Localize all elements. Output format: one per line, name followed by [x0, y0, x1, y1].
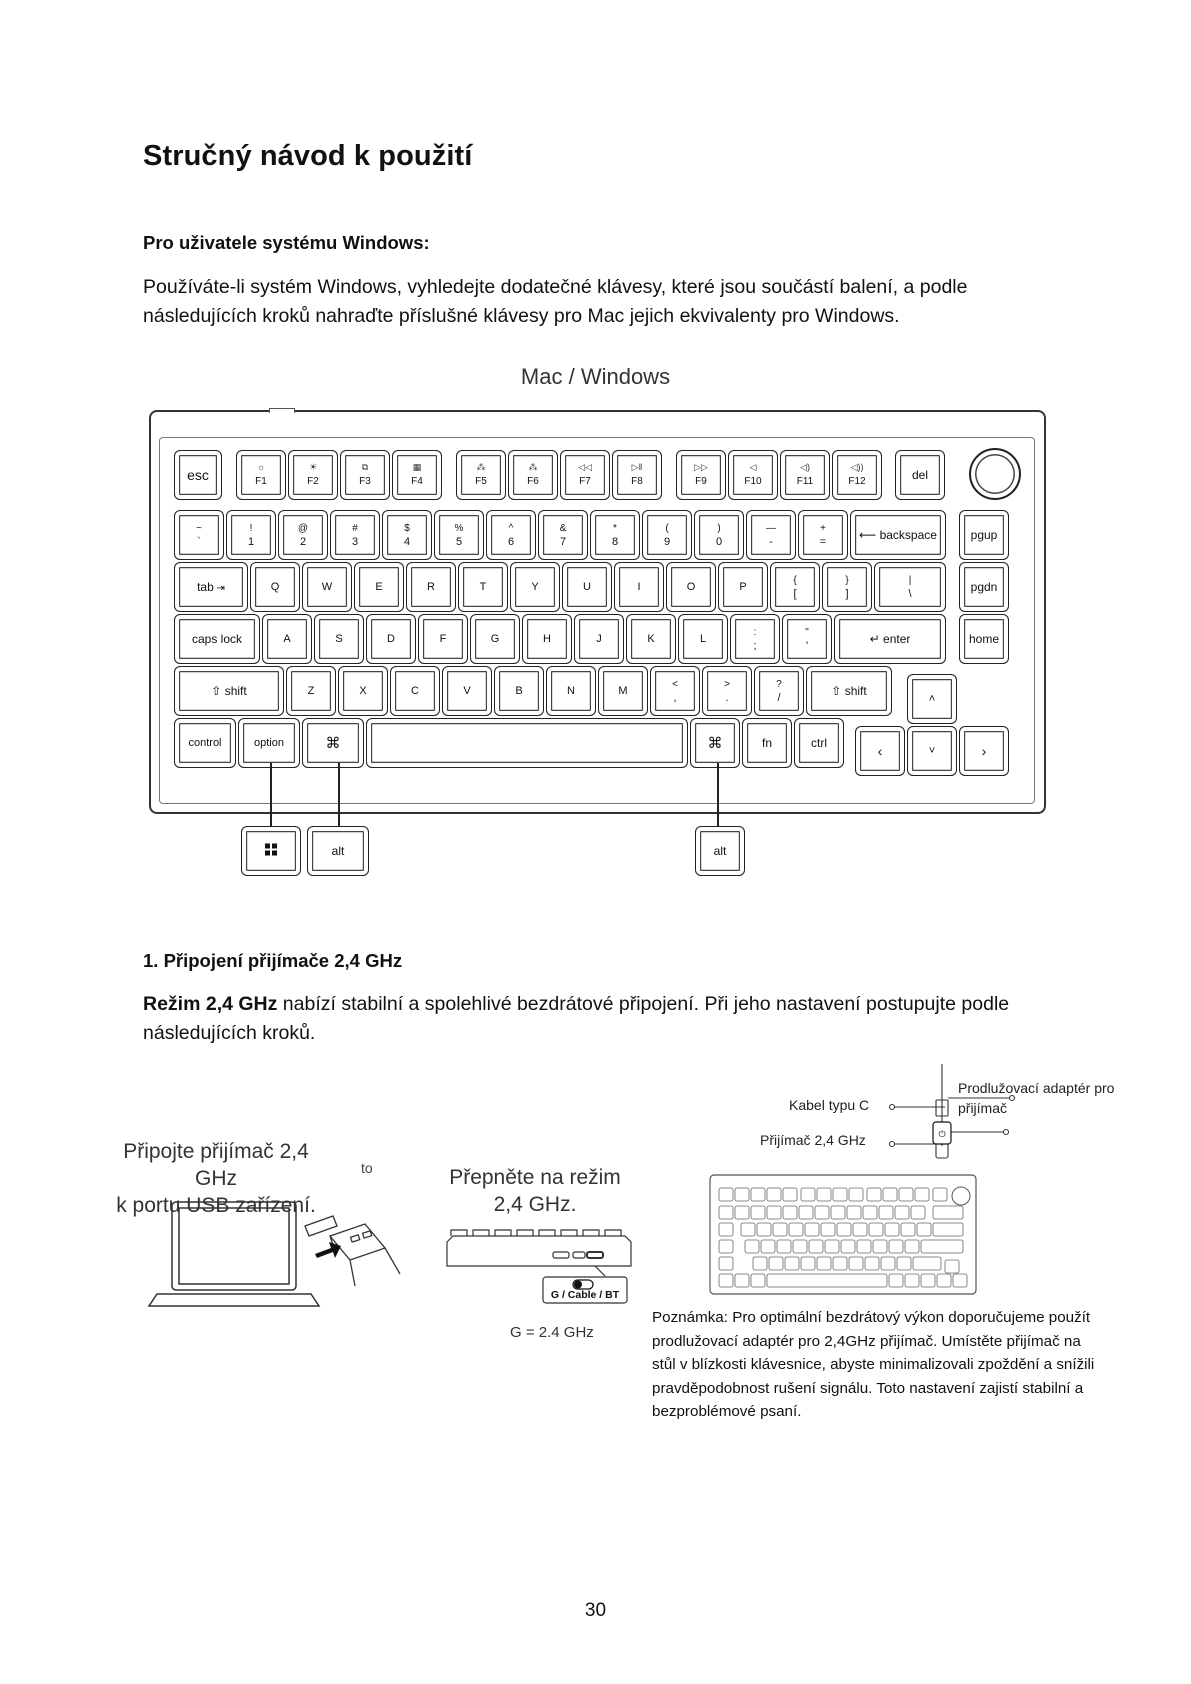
- keyboard-notch: [269, 408, 295, 413]
- thumb-key: [945, 1260, 959, 1273]
- thumb-key: [735, 1188, 749, 1201]
- key-pgup: pgup: [959, 510, 1009, 560]
- thumb-key: [777, 1240, 791, 1253]
- key-a: A: [262, 614, 312, 664]
- key-shift-left: ⇧ shift: [174, 666, 284, 716]
- thumb-key: [837, 1223, 851, 1236]
- key-l: L: [678, 614, 728, 664]
- page-title: Stručný návod k použití: [143, 140, 473, 172]
- key-comma: < ,: [650, 666, 700, 716]
- mute-icon: ◁: [749, 462, 757, 472]
- thumb-key: [885, 1223, 899, 1236]
- key-backslash: | \: [874, 562, 946, 612]
- brightness-up-icon: ☀: [308, 462, 318, 472]
- keyboard-thumbnail: [709, 1174, 979, 1296]
- thumb-key: [719, 1240, 733, 1253]
- thumb-key: [719, 1274, 733, 1287]
- launchpad-icon: ▦: [412, 462, 422, 472]
- thumb-key: [751, 1188, 765, 1201]
- laptop-icon: [149, 1202, 319, 1306]
- key-f1: ☼ F1: [236, 450, 286, 500]
- fast-forward-icon: ▷▷: [694, 462, 708, 472]
- thumb-key: [821, 1223, 835, 1236]
- brightness-down-icon: ☼: [256, 462, 266, 472]
- thumb-key: [841, 1240, 855, 1253]
- thumb-key: [847, 1206, 861, 1219]
- thumb-key: [757, 1223, 771, 1236]
- key-g: G: [470, 614, 520, 664]
- thumb-key: [937, 1274, 951, 1287]
- key-bracket-left: { [: [770, 562, 820, 612]
- key-c: C: [390, 666, 440, 716]
- key-space: [366, 718, 688, 768]
- thumb-key: [773, 1223, 787, 1236]
- arrow-line-alt-left: [338, 763, 340, 826]
- mode-bold-lead: Režim 2,4 GHz: [143, 993, 278, 1015]
- label-receiver: Přijímač 2,4 GHz: [760, 1132, 866, 1148]
- thumb-key: [913, 1257, 941, 1270]
- switch-label: G / Cable / BT: [550, 1289, 620, 1301]
- key-f9: ▷▷ F9: [676, 450, 726, 500]
- key-quote: " ': [782, 614, 832, 664]
- mode-legend: G = 2.4 GHz: [510, 1324, 594, 1341]
- keyboard-caption: Mac / Windows: [520, 364, 671, 389]
- thumb-key: [953, 1274, 967, 1287]
- key-s: S: [314, 614, 364, 664]
- key-backspace: ⟵ backspace: [850, 510, 946, 560]
- key-f3: ⧉ F3: [340, 450, 390, 500]
- key-home: home: [959, 614, 1009, 664]
- key-5: % 5: [434, 510, 484, 560]
- label-adapter: Prodlužovací adaptér pro přijímač: [958, 1080, 1115, 1116]
- thumb-key: [921, 1240, 963, 1253]
- thumb-key: [905, 1240, 919, 1253]
- thumb-key: [751, 1206, 765, 1219]
- thumb-key: [879, 1206, 893, 1219]
- key-p: P: [718, 562, 768, 612]
- key-f5: ⁂ F5: [456, 450, 506, 500]
- key-f10: ◁ F10: [728, 450, 778, 500]
- key-backtick: ~ `: [174, 510, 224, 560]
- step2-caption: Přepněte na režim 2,4 GHz.: [449, 1166, 621, 1216]
- thumb-key: [915, 1188, 929, 1201]
- key-m: M: [598, 666, 648, 716]
- key-x: X: [338, 666, 388, 716]
- key-w: W: [302, 562, 352, 612]
- key-z: Z: [286, 666, 336, 716]
- thumb-key: [799, 1206, 813, 1219]
- thumb-key: [895, 1206, 909, 1219]
- volume-knob: [969, 448, 1021, 500]
- key-n: N: [546, 666, 596, 716]
- thumb-key: [889, 1274, 903, 1287]
- key-cmd-right: ⌘: [690, 718, 740, 768]
- note-paragraph: Poznámka: Pro optimální bezdrátový výkon doporučujeme použít prodlužovací adaptér pro 2,4GHz přijímač. Umístěte přijímač na stůl v blízkosti klávesnice, abyste minimalizovali zpoždění a snížili pravděpodobnost rušení signálu. Toto nastavení zajistí stabilní a bezproblémové psaní.: [652, 1309, 1095, 1420]
- thumb-key: [933, 1206, 963, 1219]
- section-24ghz-paragraph: [143, 990, 1073, 1048]
- key-0: ) 0: [694, 510, 744, 560]
- shift-icon: ⇧: [831, 684, 845, 698]
- key-shift-right: ⇧ shift: [806, 666, 892, 716]
- thumb-key: [741, 1223, 755, 1236]
- thumb-key: [719, 1223, 733, 1236]
- thumb-key: [867, 1188, 881, 1201]
- receiver-adapter-illustration: [880, 1060, 1020, 1160]
- key-t: T: [458, 562, 508, 612]
- volume-up-icon: ◁)): [850, 462, 864, 472]
- key-slash: ? /: [754, 666, 804, 716]
- laptop-usb-illustration: [145, 1196, 405, 1316]
- key-minus: — -: [746, 510, 796, 560]
- thumb-key: [753, 1257, 767, 1270]
- enter-arrow-icon: ↵: [869, 632, 884, 646]
- thumb-key: [901, 1223, 915, 1236]
- rewind-icon: ◁◁: [578, 462, 592, 472]
- page-number: 30: [584, 1600, 607, 1621]
- key-f: F: [418, 614, 468, 664]
- thumb-key: [817, 1257, 831, 1270]
- backspace-arrow-icon: ⟵: [859, 528, 880, 542]
- mission-control-icon: ⧉: [361, 462, 369, 472]
- key-u: U: [562, 562, 612, 612]
- thumb-key: [873, 1240, 887, 1253]
- key-3: # 3: [330, 510, 380, 560]
- thumb-key: [883, 1188, 897, 1201]
- thumb-key: [865, 1257, 879, 1270]
- label-cable: Kabel typu C: [789, 1097, 870, 1113]
- key-del: del: [895, 450, 945, 500]
- key-cmd-left: ⌘: [302, 718, 364, 768]
- key-pgdn: pgdn: [959, 562, 1009, 612]
- thumb-key: [899, 1188, 913, 1201]
- key-b: B: [494, 666, 544, 716]
- key-j: J: [574, 614, 624, 664]
- key-1: ! 1: [226, 510, 276, 560]
- thumb-key: [789, 1223, 803, 1236]
- key-9: ( 9: [642, 510, 692, 560]
- thumb-key: [817, 1188, 831, 1201]
- arrow-line-alt-right: [717, 763, 719, 826]
- thumb-key: [831, 1206, 845, 1219]
- thumb-key: [793, 1240, 807, 1253]
- step1-extra-text: to: [361, 1160, 373, 1176]
- keyboard-diagram: [149, 410, 1046, 814]
- key-o: O: [666, 562, 716, 612]
- thumb-key: [833, 1257, 847, 1270]
- thumb-key: [889, 1240, 903, 1253]
- key-d: D: [366, 614, 416, 664]
- thumb-key: [849, 1188, 863, 1201]
- thumb-key: [833, 1188, 847, 1201]
- thumb-key: [809, 1240, 823, 1253]
- thumb-key: [933, 1223, 963, 1236]
- backlight-up-icon: ⁂: [528, 462, 538, 472]
- thumb-key: [911, 1206, 925, 1219]
- windows-paragraph: Používáte-li systém Windows, vyhledejte dodatečné klávesy, které jsou součástí balení, a podle následujících kroků nahraďte příslušné klávesy pro Mac jejich ekvivalenty pro Windows.: [143, 276, 968, 327]
- thumb-key: [805, 1223, 819, 1236]
- key-6: ^ 6: [486, 510, 536, 560]
- thumb-key: [801, 1188, 815, 1201]
- key-bracket-right: } ]: [822, 562, 872, 612]
- thumb-key: [767, 1188, 781, 1201]
- key-windows: [241, 826, 301, 876]
- thumb-key: [921, 1274, 935, 1287]
- usb-receiver-icon: [305, 1216, 400, 1286]
- thumb-key: [735, 1274, 749, 1287]
- key-i: I: [614, 562, 664, 612]
- key-equals: + =: [798, 510, 848, 560]
- key-tab: tab ⇥: [174, 562, 248, 612]
- key-f7: ◁◁ F7: [560, 450, 610, 500]
- thumb-key: [719, 1188, 733, 1201]
- thumb-key: [767, 1206, 781, 1219]
- thumb-key: [769, 1257, 783, 1270]
- key-f4: ▦ F4: [392, 450, 442, 500]
- thumb-key: [719, 1257, 733, 1270]
- key-control: control: [174, 718, 236, 768]
- key-caps-lock: caps lock: [174, 614, 260, 664]
- key-esc: esc: [174, 450, 222, 500]
- key-arrow-down: ˅: [907, 726, 957, 776]
- key-f12: ◁)) F12: [832, 450, 882, 500]
- thumb-key: [783, 1206, 797, 1219]
- key-alt-left: alt: [307, 826, 369, 876]
- volume-down-icon: ◁): [800, 462, 810, 472]
- key-4: $ 4: [382, 510, 432, 560]
- thumb-key: [735, 1206, 749, 1219]
- thumb-key: [815, 1206, 829, 1219]
- thumb-key: [801, 1257, 815, 1270]
- thumb-key: [897, 1257, 911, 1270]
- key-arrow-up: ˄: [907, 674, 957, 724]
- usb-adapter-icon: [933, 1122, 951, 1144]
- key-f8: ▷‖ F8: [612, 450, 662, 500]
- step1-caption: Připojte přijímač 2,4 GHz k portu USB zařízení.: [116, 1140, 316, 1217]
- shift-icon: ⇧: [211, 684, 225, 698]
- svg-text:⏻: ⏻: [938, 1130, 946, 1140]
- backlight-down-icon: ⁂: [476, 462, 486, 472]
- play-pause-icon: ▷‖: [631, 462, 643, 472]
- thumb-key: [751, 1274, 765, 1287]
- thumb-key: [863, 1206, 877, 1219]
- thumb-key: [853, 1223, 867, 1236]
- thumb-key: [719, 1206, 733, 1219]
- thumb-key: [849, 1257, 863, 1270]
- key-ctrl: ctrl: [794, 718, 844, 768]
- key-v: V: [442, 666, 492, 716]
- key-y: Y: [510, 562, 560, 612]
- key-q: Q: [250, 562, 300, 612]
- key-enter: ↵ enter: [834, 614, 946, 664]
- key-f11: ◁) F11: [780, 450, 830, 500]
- thumb-key: [869, 1223, 883, 1236]
- key-arrow-left: ‹: [855, 726, 905, 776]
- key-period: > .: [702, 666, 752, 716]
- windows-logo-icon: [242, 844, 300, 859]
- windows-heading: Pro uživatele systému Windows:: [143, 232, 430, 253]
- tab-arrow-icon: ⇥: [213, 583, 225, 594]
- key-h: H: [522, 614, 572, 664]
- thumb-key: [761, 1240, 775, 1253]
- key-8: * 8: [590, 510, 640, 560]
- key-k: K: [626, 614, 676, 664]
- key-option: option: [238, 718, 300, 768]
- thumb-key: [881, 1257, 895, 1270]
- thumb-key: [917, 1223, 931, 1236]
- key-r: R: [406, 562, 456, 612]
- thumb-key: [825, 1240, 839, 1253]
- section-24ghz-heading: 1. Připojení přijímače 2,4 GHz: [143, 950, 403, 971]
- thumb-key: [933, 1188, 947, 1201]
- thumb-key: [783, 1188, 797, 1201]
- mode-paragraph-rest: nabízí stabilní a spolehlivé bezdrátové připojení. Při jeho nastavení postupujte podle následujících kroků.: [143, 993, 1010, 1044]
- key-7: & 7: [538, 510, 588, 560]
- key-f2: ☀ F2: [288, 450, 338, 500]
- key-fn: fn: [742, 718, 792, 768]
- key-e: E: [354, 562, 404, 612]
- thumb-key: [745, 1240, 759, 1253]
- arrow-line-windows: [270, 763, 272, 826]
- key-semicolon: : ;: [730, 614, 780, 664]
- thumb-key: [905, 1274, 919, 1287]
- key-f6: ⁂ F6: [508, 450, 558, 500]
- key-alt-right: alt: [695, 826, 745, 876]
- thumb-key: [785, 1257, 799, 1270]
- thumb-key: [767, 1274, 887, 1287]
- key-arrow-right: ›: [959, 726, 1009, 776]
- key-2: @ 2: [278, 510, 328, 560]
- thumb-key: [857, 1240, 871, 1253]
